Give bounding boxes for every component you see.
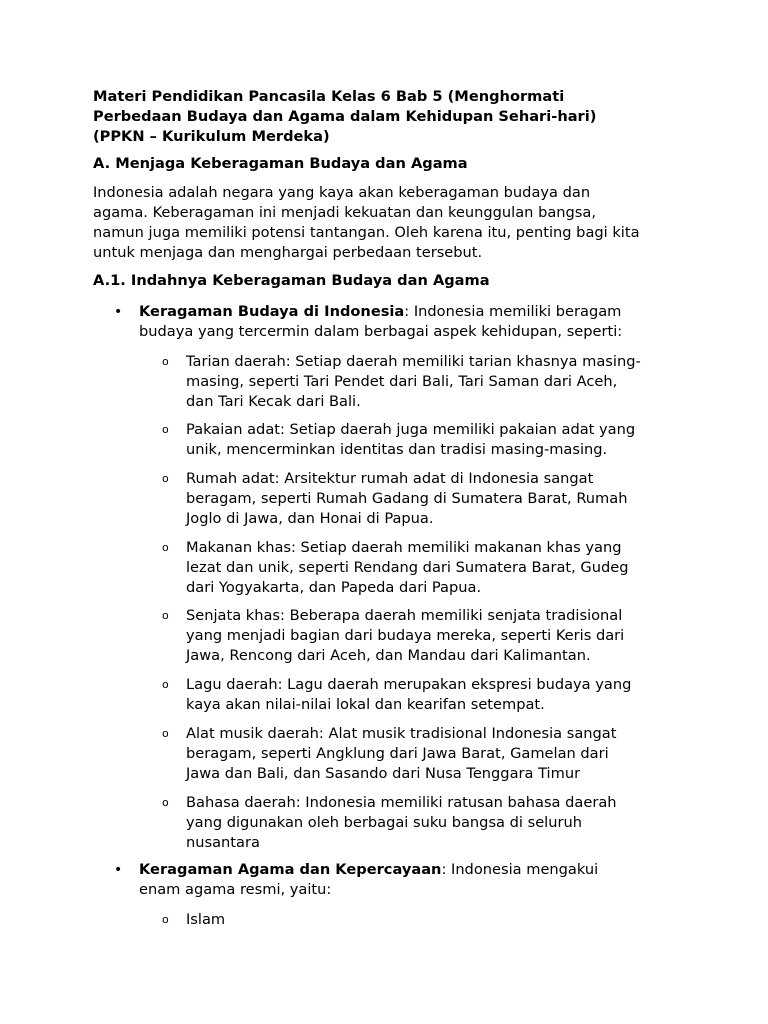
sub-item-line: Pakaian adat: Setiap daerah juga memiliki pakaian adat yang xyxy=(186,421,636,438)
sub-bullet-icon: o xyxy=(162,609,169,622)
sub-bullet-icon: o xyxy=(162,727,169,740)
bullet-text: : Indonesia memiliki beragam xyxy=(404,303,622,320)
sub-bullet-icon: o xyxy=(162,423,169,436)
paragraph-line: Indonesia adalah negara yang kaya akan keberagaman budaya dan xyxy=(93,184,591,201)
sub-list-item xyxy=(186,910,225,930)
bullet-icon: • xyxy=(114,862,123,878)
sub-item-line: Senjata khas: Beberapa daerah memiliki senjata tradisional xyxy=(186,607,623,624)
sub-item-line: Alat musik daerah: Alat musik tradisional Indonesia sangat xyxy=(186,725,617,742)
sub-item-line: beragam, seperti Angklung dari Jawa Barat, Gamelan dari xyxy=(186,745,609,762)
sub-list-item xyxy=(186,538,629,598)
list-item-cultural-diversity xyxy=(139,302,622,342)
sub-bullet-icon: o xyxy=(162,913,169,926)
sub-list-item xyxy=(186,606,624,666)
bullet-text: : Indonesia mengakui xyxy=(441,861,599,878)
sub-list-item xyxy=(186,793,617,853)
sub-item-line: Islam xyxy=(186,911,226,928)
sub-item-line: Bahasa daerah: Indonesia memiliki ratusan bahasa daerah xyxy=(186,794,617,811)
sub-item-line: masing, seperti Tari Pendet dari Bali, Tari Saman dari Aceh, xyxy=(186,373,618,390)
bullet-label: Keragaman Budaya di Indonesia xyxy=(139,303,405,320)
sub-bullet-icon: o xyxy=(162,796,169,809)
sub-bullet-icon: o xyxy=(162,472,169,485)
sub-item-line: dari Yogyakarta, dan Papeda dari Papua. xyxy=(186,579,482,596)
sub-list-item xyxy=(186,420,635,460)
sub-item-line: unik, mencerminkan identitas dan tradisi masing-masing. xyxy=(186,441,608,458)
sub-item-line: dan Tari Kecak dari Bali. xyxy=(186,393,361,410)
sub-list-item xyxy=(186,469,627,529)
paragraph-line: namun juga memiliki potensi tantangan. Oleh karena itu, penting bagi kita xyxy=(93,224,640,241)
sub-item-line: beragam, seperti Rumah Gadang di Sumatera Barat, Rumah xyxy=(186,490,628,507)
sub-item-line: lezat dan unik, seperti Rendang dari Sumatera Barat, Gudeg xyxy=(186,559,629,576)
section-a1-heading: A.1. Indahnya Keberagaman Budaya dan Agama xyxy=(93,272,490,289)
sub-list-item xyxy=(186,675,631,715)
title-line: Materi Pendidikan Pancasila Kelas 6 Bab 5 (Menghormati xyxy=(93,88,565,105)
sub-item-line: yang menjadi bagian dari budaya mereka, seperti Keris dari xyxy=(186,627,625,644)
paragraph-line: agama. Keberagaman ini menjadi kekuatan dan keunggulan bangsa, xyxy=(93,204,596,221)
sub-item-line: kaya akan nilai-nilai lokal dan kearifan setempat. xyxy=(186,696,545,713)
sub-item-line: Makanan khas: Setiap daerah memiliki makanan khas yang xyxy=(186,539,622,556)
paragraph-line: untuk menjaga dan menghargai perbedaan tersebut. xyxy=(93,244,483,261)
sub-item-line: nusantara xyxy=(186,834,260,851)
intro-paragraph xyxy=(93,183,640,263)
sub-item-line: Tarian daerah: Setiap daerah memiliki tarian khasnya masing- xyxy=(186,353,641,370)
bullet-icon: • xyxy=(114,304,123,320)
sub-item-line: Joglo di Jawa, dan Honai di Papua. xyxy=(186,510,434,527)
sub-item-line: Jawa dan Bali, dan Sasando dari Nusa Tenggara Timur xyxy=(186,765,581,782)
sub-list-item xyxy=(186,352,641,412)
document-title xyxy=(93,87,596,147)
section-a-heading: A. Menjaga Keberagaman Budaya dan Agama xyxy=(93,155,468,172)
sub-item-line: yang digunakan oleh berbagai suku bangsa di seluruh xyxy=(186,814,582,831)
list-item-religious-diversity xyxy=(139,860,598,900)
sub-item-line: Lagu daerah: Lagu daerah merupakan ekspresi budaya yang xyxy=(186,676,632,693)
sub-bullet-icon: o xyxy=(162,355,169,368)
bullet-text: enam agama resmi, yaitu: xyxy=(139,881,332,898)
sub-item-line: Jawa, Rencong dari Aceh, dan Mandau dari Kalimantan. xyxy=(186,647,591,664)
bullet-label: Keragaman Agama dan Kepercayaan xyxy=(139,861,442,878)
sub-list-item xyxy=(186,724,616,784)
title-line: (PPKN – Kurikulum Merdeka) xyxy=(93,128,330,145)
sub-bullet-icon: o xyxy=(162,678,169,691)
bullet-text: budaya yang tercermin dalam berbagai aspek kehidupan, seperti: xyxy=(139,323,623,340)
sub-item-line: Rumah adat: Arsitektur rumah adat di Indonesia sangat xyxy=(186,470,594,487)
title-line: Perbedaan Budaya dan Agama dalam Kehidupan Sehari-hari) xyxy=(93,108,597,125)
sub-bullet-icon: o xyxy=(162,541,169,554)
